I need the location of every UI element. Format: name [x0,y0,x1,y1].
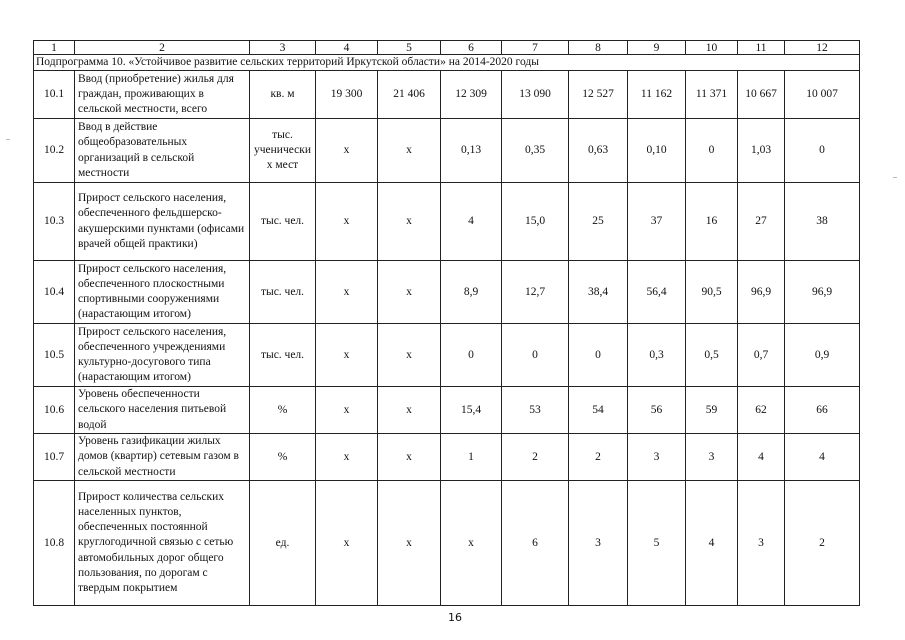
table-row [34,119,860,183]
value-cell: 11 371 [686,71,738,119]
value-cell: x [316,119,378,183]
scan-mark [893,177,897,178]
value-cell: 15,4 [441,387,502,434]
value-cell: 37 [628,183,686,261]
column-number: 7 [502,41,569,55]
unit: тыс. чел. [250,324,316,387]
value-cell: 0 [502,324,569,387]
subprogram-row [34,55,860,71]
indicator-name: Прирост сельского населения, обеспеченного плоскостными спортивными сооружениями (нарастающим итогом) [75,261,250,324]
scan-mark [6,139,10,140]
value-cell: x [378,387,441,434]
value-cell: 0,7 [738,324,785,387]
value-cell: 12,7 [502,261,569,324]
value-cell: 0,9 [785,324,860,387]
column-number: 11 [738,41,785,55]
value-cell: 0,5 [686,324,738,387]
column-number: 2 [75,41,250,55]
value-cell: 96,9 [785,261,860,324]
unit: ед. [250,481,316,606]
unit: тыс. ученически х мест [250,119,316,183]
page-number: 16 [448,611,462,624]
value-cell: x [378,261,441,324]
value-cell: 6 [502,481,569,606]
value-cell: 62 [738,387,785,434]
value-cell: 66 [785,387,860,434]
value-cell: 2 [785,481,860,606]
value-cell: 4 [785,434,860,481]
value-cell: x [316,183,378,261]
value-cell: 12 527 [569,71,628,119]
column-number: 1 [34,41,75,55]
value-cell: 19 300 [316,71,378,119]
value-cell: 0,10 [628,119,686,183]
value-cell: 11 162 [628,71,686,119]
table-row [34,183,860,261]
unit: тыс. чел. [250,183,316,261]
column-number: 4 [316,41,378,55]
indicator-name: Прирост количества сельских населенных пунктов, обеспеченных постоянной круглогодичной связью с сетью автомобильных дорог общего пользования, по дорогам с твердым покрытием [75,481,250,606]
row-number: 10.8 [34,481,75,606]
value-cell: 4 [441,183,502,261]
value-cell: 27 [738,183,785,261]
value-cell: 2 [502,434,569,481]
value-cell: 56,4 [628,261,686,324]
value-cell: x [316,324,378,387]
table-row [34,324,860,387]
indicator-name: Ввод в действие общеобразовательных организаций в сельской местности [75,119,250,183]
indicator-name: Уровень обеспеченности сельского населения питьевой водой [75,387,250,434]
indicator-name: Прирост сельского населения, обеспеченного фельдшерско-акушерскими пунктами (офисами врачей общей практики) [75,183,250,261]
value-cell: 96,9 [738,261,785,324]
value-cell: 13 090 [502,71,569,119]
column-number: 8 [569,41,628,55]
value-cell: x [316,481,378,606]
value-cell: x [378,324,441,387]
value-cell: 0,35 [502,119,569,183]
value-cell: 8,9 [441,261,502,324]
column-number: 6 [441,41,502,55]
row-number: 10.3 [34,183,75,261]
value-cell: 53 [502,387,569,434]
value-cell: 0 [785,119,860,183]
value-cell: x [441,481,502,606]
value-cell: 59 [686,387,738,434]
value-cell: 16 [686,183,738,261]
indicator-name: Прирост сельского населения, обеспеченного учреждениями культурно-досугового типа (нарастающим итогом) [75,324,250,387]
value-cell: 38 [785,183,860,261]
value-cell: 54 [569,387,628,434]
unit: кв. м [250,71,316,119]
value-cell: 2 [569,434,628,481]
value-cell: 12 309 [441,71,502,119]
subprogram-title: Подпрограмма 10. «Устойчивое развитие сельских территорий Иркутской области» на 2014-2020 годы [34,55,860,71]
row-number: 10.6 [34,387,75,434]
column-number: 9 [628,41,686,55]
value-cell: 21 406 [378,71,441,119]
value-cell: 5 [628,481,686,606]
value-cell: x [378,183,441,261]
column-number: 10 [686,41,738,55]
value-cell: x [378,119,441,183]
column-number: 3 [250,41,316,55]
indicator-name: Ввод (приобретение) жилья для граждан, проживающих в сельской местности, всего [75,71,250,119]
value-cell: 1 [441,434,502,481]
value-cell: 3 [738,481,785,606]
indicators-table [33,40,860,606]
row-number: 10.5 [34,324,75,387]
value-cell: 0,63 [569,119,628,183]
value-cell: x [316,434,378,481]
value-cell: 4 [686,481,738,606]
value-cell: 0 [686,119,738,183]
value-cell: 0 [569,324,628,387]
value-cell: 90,5 [686,261,738,324]
row-number: 10.1 [34,71,75,119]
value-cell: 10 667 [738,71,785,119]
value-cell: 0 [441,324,502,387]
value-cell: 0,13 [441,119,502,183]
value-cell: 3 [686,434,738,481]
table-row [34,387,860,434]
unit: тыс. чел. [250,261,316,324]
row-number: 10.7 [34,434,75,481]
value-cell: 3 [569,481,628,606]
unit: % [250,434,316,481]
value-cell: x [316,261,378,324]
value-cell: 38,4 [569,261,628,324]
row-number: 10.4 [34,261,75,324]
value-cell: 25 [569,183,628,261]
value-cell: 1,03 [738,119,785,183]
value-cell: 56 [628,387,686,434]
table-row [34,71,860,119]
value-cell: 4 [738,434,785,481]
table-row [34,481,860,606]
header-row [34,41,860,55]
value-cell: 0,3 [628,324,686,387]
column-number: 12 [785,41,860,55]
unit: % [250,387,316,434]
value-cell: 10 007 [785,71,860,119]
table-row [34,434,860,481]
value-cell: 3 [628,434,686,481]
value-cell: x [316,387,378,434]
value-cell: x [378,481,441,606]
value-cell: x [378,434,441,481]
row-number: 10.2 [34,119,75,183]
value-cell: 15,0 [502,183,569,261]
column-number: 5 [378,41,441,55]
indicator-name: Уровень газификации жилых домов (квартир) сетевым газом в сельской местности [75,434,250,481]
table-row [34,261,860,324]
